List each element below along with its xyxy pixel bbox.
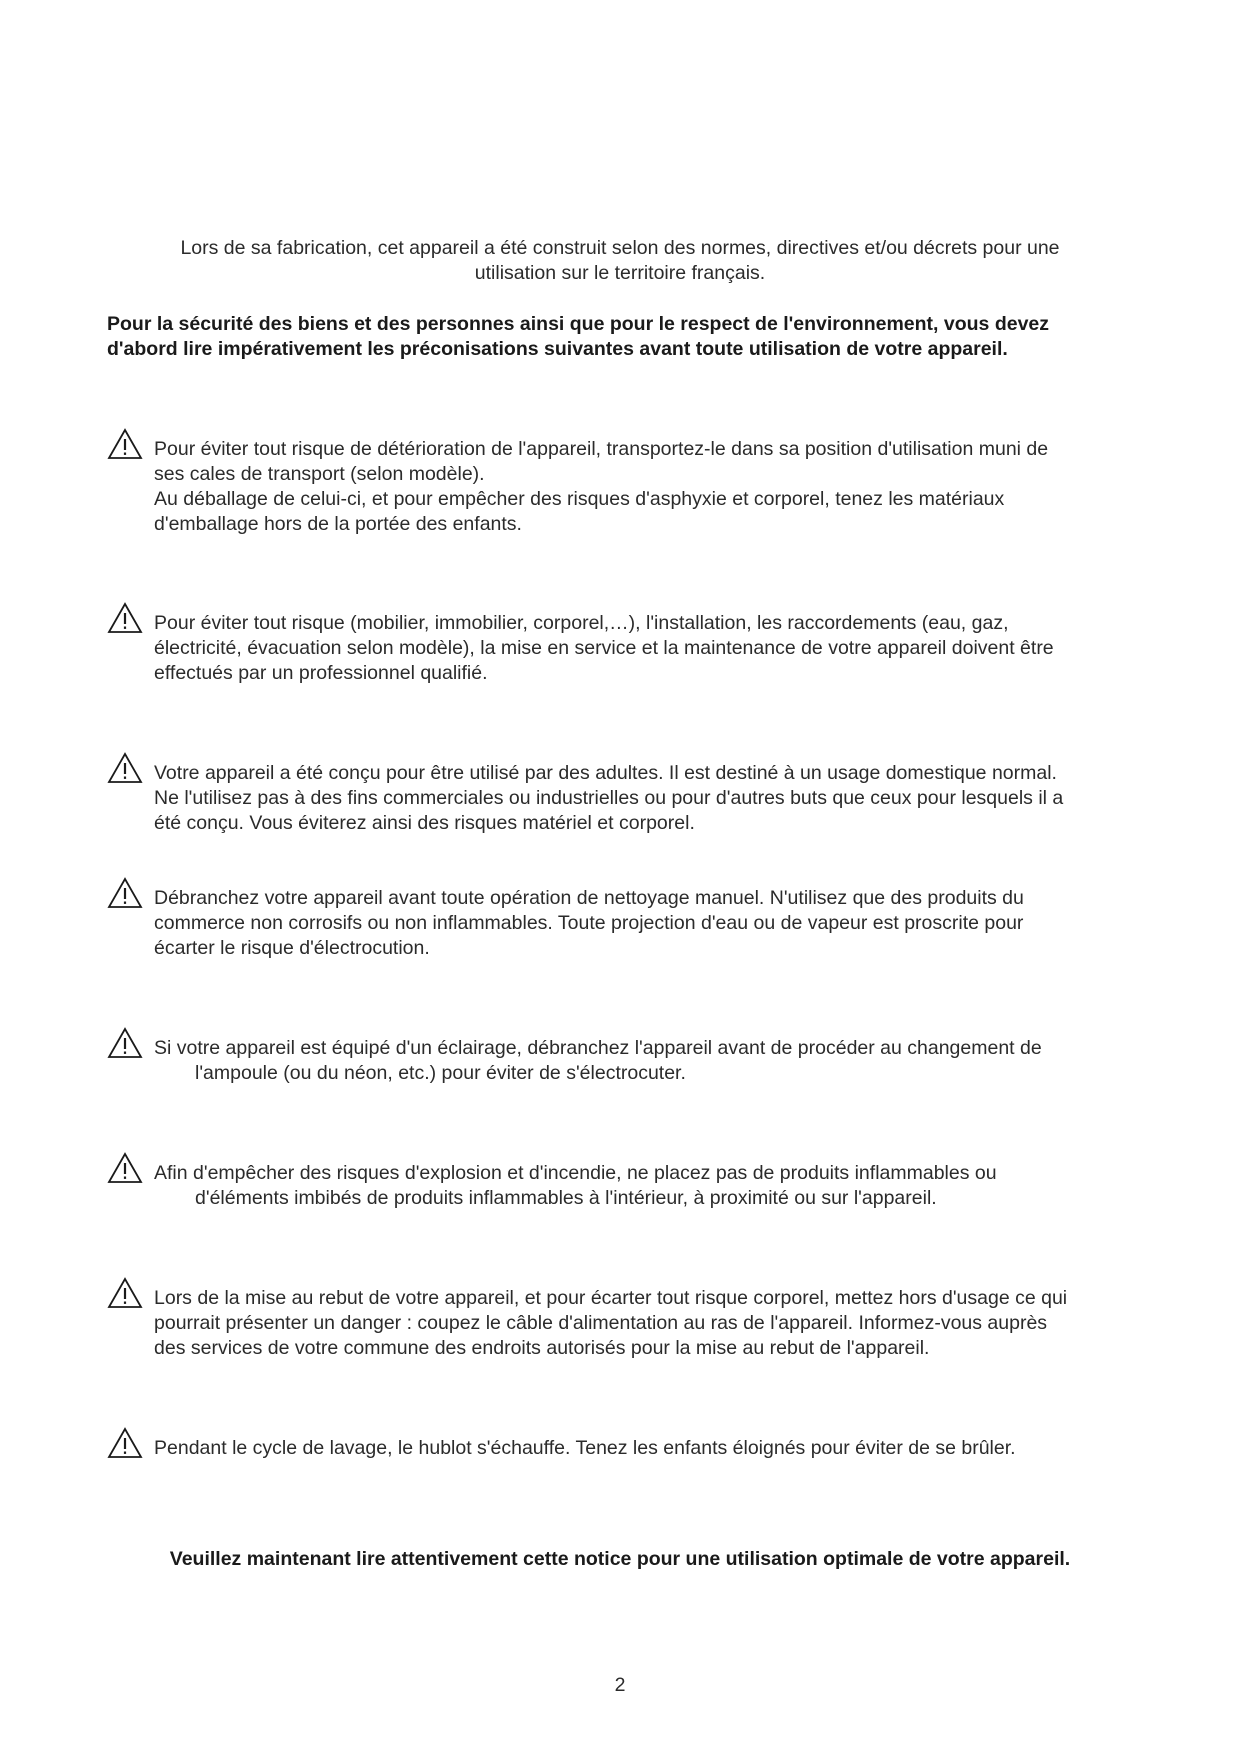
warning-line: effectués par un professionnel qualifié. — [154, 662, 488, 684]
closing-statement: Veuillez maintenant lire attentivement cette notice pour une utilisation optimale de votre appareil. — [169, 1548, 1071, 1570]
warning-line: des services de votre commune des endroits autorisés pour la mise au rebut de l'appareil. — [154, 1337, 930, 1359]
warning-line: d'emballage hors de la portée des enfants. — [154, 513, 522, 535]
warning-text — [154, 1436, 1147, 1461]
warning-line: Ne l'utilisez pas à des fins commerciales ou industrielles ou pour d'autres buts que ceux pour lesquels il a — [154, 787, 1064, 809]
warning-line: Au déballage de celui-ci, et pour empêcher des risques d'asphyxie et corporel, tenez les matériaux — [154, 488, 1005, 510]
warning-line: Pendant le cycle de lavage, le hublot s'échauffe. Tenez les enfants éloignés pour éviter de se brûler. — [154, 1437, 1016, 1459]
warning-item — [107, 1161, 1147, 1211]
warning-triangle-icon — [107, 1277, 143, 1309]
safety-notice — [107, 312, 1137, 362]
intro-line: Lors de sa fabrication, cet appareil a été construit selon des normes, directives et/ou décrets pour une — [180, 237, 1060, 259]
warning-triangle-icon — [107, 602, 143, 634]
warning-item — [107, 886, 1147, 961]
page-number: 2 — [614, 1674, 626, 1696]
warning-line: Lors de la mise au rebut de votre appareil, et pour écarter tout risque corporel, mettez hors d'usage ce qui — [154, 1287, 1068, 1309]
warning-triangle-icon — [107, 752, 143, 784]
warning-triangle-icon — [107, 877, 143, 909]
warning-item — [107, 1436, 1147, 1461]
warning-line: Afin d'empêcher des risques d'explosion et d'incendie, ne placez pas de produits inflammables ou — [154, 1162, 997, 1184]
warning-line: Pour éviter tout risque (mobilier, immobilier, corporel,…), l'installation, les raccordements (eau, gaz, — [154, 612, 1009, 634]
warning-line: Si votre appareil est équipé d'un éclairage, débranchez l'appareil avant de procéder au changement de — [154, 1037, 1042, 1059]
warning-line: commerce non corrosifs ou non inflammables. Toute projection d'eau ou de vapeur est proscrite pour — [154, 912, 1024, 934]
warning-triangle-icon — [107, 428, 143, 460]
intro-paragraph — [130, 236, 1110, 286]
intro-line: utilisation sur le territoire français. — [474, 262, 766, 284]
warning-text — [154, 611, 1147, 686]
warning-line: écarter le risque d'électrocution. — [154, 937, 430, 959]
safety-notice-line: Pour la sécurité des biens et des personnes ainsi que pour le respect de l'environnement, vous devez — [107, 313, 1050, 335]
warning-triangle-icon — [107, 1152, 143, 1184]
warning-text — [154, 761, 1147, 836]
warning-text — [154, 886, 1147, 961]
warning-text — [154, 1036, 1147, 1086]
warning-text — [154, 437, 1147, 537]
warning-item — [107, 1036, 1147, 1086]
warning-triangle-icon — [107, 1427, 143, 1459]
warning-item — [107, 611, 1147, 686]
warning-line: pourrait présenter un danger : coupez le câble d'alimentation au ras de l'appareil. Informez-vous auprès — [154, 1312, 1048, 1334]
warning-text — [154, 1161, 1147, 1211]
warning-item — [107, 761, 1147, 836]
warning-line: ses cales de transport (selon modèle). — [154, 463, 485, 485]
warning-line: été conçu. Vous éviterez ainsi des risques matériel et corporel. — [154, 812, 695, 834]
warning-line: Votre appareil a été conçu pour être utilisé par des adultes. Il est destiné à un usage domestique normal. — [154, 762, 1057, 784]
warning-line: Pour éviter tout risque de détérioration de l'appareil, transportez-le dans sa position d'utilisation muni de — [154, 438, 1049, 460]
warning-line: d'éléments imbibés de produits inflammables à l'intérieur, à proximité ou sur l'appareil. — [195, 1187, 937, 1209]
warning-item — [107, 437, 1147, 537]
warning-text — [154, 1286, 1147, 1361]
warning-line: l'ampoule (ou du néon, etc.) pour éviter de s'électrocuter. — [195, 1062, 686, 1084]
warning-line: électricité, évacuation selon modèle), la mise en service et la maintenance de votre appareil doivent être — [154, 637, 1054, 659]
warning-line: Débranchez votre appareil avant toute opération de nettoyage manuel. N'utilisez que des produits du — [154, 887, 1024, 909]
safety-notice-line: d'abord lire impérativement les préconisations suivantes avant toute utilisation de votre appareil. — [107, 338, 1008, 360]
warning-item — [107, 1286, 1147, 1361]
warning-triangle-icon — [107, 1027, 143, 1059]
